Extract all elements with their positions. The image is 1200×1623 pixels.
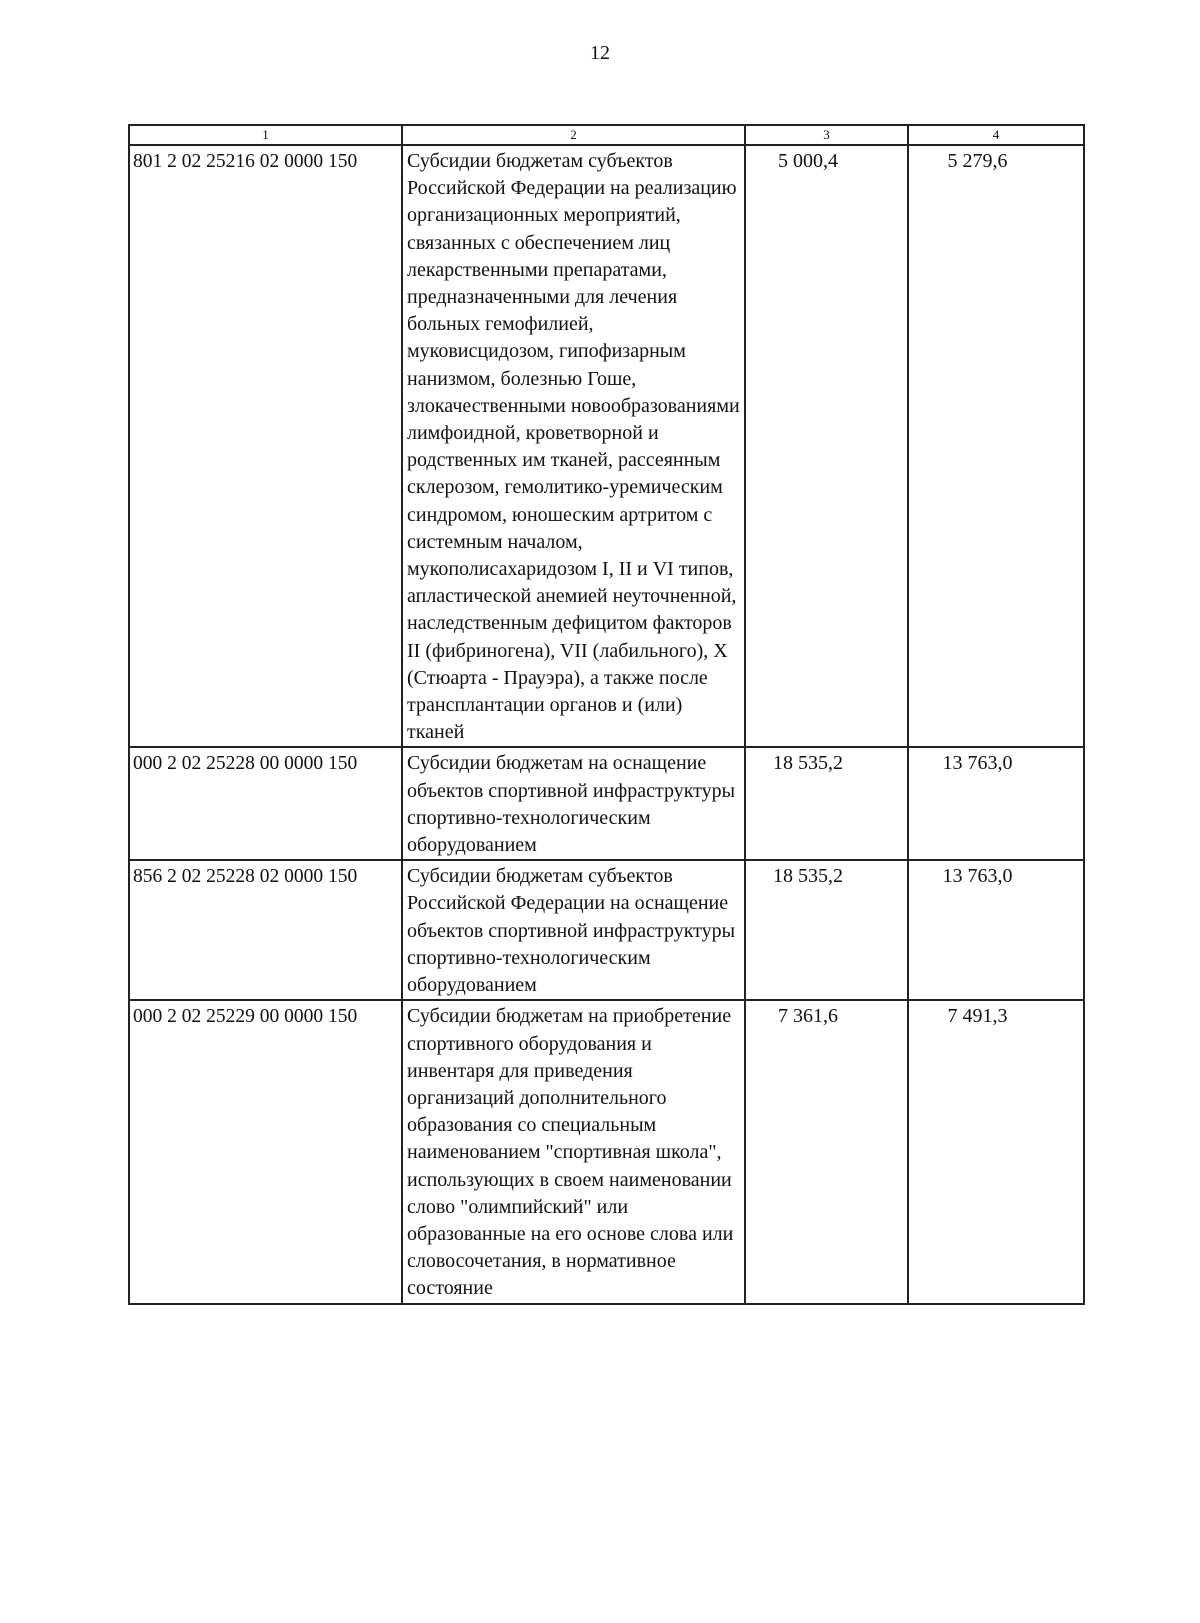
column-header: 4 — [908, 125, 1084, 145]
table-row — [129, 145, 1084, 747]
description-cell: Субсидии бюджетам на оснащение объектов спортивной инфраструктуры спортивно-технологическим оборудованием — [402, 747, 745, 860]
value-col4-cell: 7 491,3 — [908, 1000, 1084, 1303]
table-row — [129, 1000, 1084, 1303]
description-cell: Субсидии бюджетам субъектов Российской Федерации на реализацию организационных мероприятий, связанных с обеспечением лиц лекарственными препаратами, предназначенными для лечения больных гемофилией, муковисцидозом, гипофизарным нанизмом, болезнью Гоше, злокачественными новообразованиями лимфоидной, кроветворной и родственных им тканей, рассеянным склерозом, гемолитико-уремическим синдромом, юношеским артритом с системным началом, мукополисахаридозом I, II и VI типов, апластической анемией неуточненной, наследственным дефицитом факторов II (фибриногена), VII (лабильного), X (Стюарта - Прауэра), а также после трансплантации органов и (или) тканей — [402, 145, 745, 747]
value-col3-cell: 7 361,6 — [745, 1000, 908, 1303]
description-cell: Субсидии бюджетам на приобретение спортивного оборудования и инвентаря для приведения организаций дополнительного образования со специальным наименованием "спортивная школа", использующих в своем наименовании слово "олимпийский" или образованные на его основе слова или словосочетания, в нормативное состояние — [402, 1000, 745, 1303]
budget-code-cell: 801 2 02 25216 02 0000 150 — [129, 145, 402, 747]
description-cell: Субсидии бюджетам субъектов Российской Федерации на оснащение объектов спортивной инфраструктуры спортивно-технологическим оборудованием — [402, 860, 745, 1000]
table-header-row — [129, 125, 1084, 145]
budget-code-cell: 000 2 02 25229 00 0000 150 — [129, 1000, 402, 1303]
column-header: 2 — [402, 125, 745, 145]
value-col3-cell: 5 000,4 — [745, 145, 908, 747]
table-row — [129, 860, 1084, 1000]
table-row — [129, 747, 1084, 860]
column-header: 3 — [745, 125, 908, 145]
page-number: 12 — [590, 42, 610, 64]
value-col4-cell: 13 763,0 — [908, 747, 1084, 860]
value-col4-cell: 13 763,0 — [908, 860, 1084, 1000]
budget-code-cell: 000 2 02 25228 00 0000 150 — [129, 747, 402, 860]
value-col4-cell: 5 279,6 — [908, 145, 1084, 747]
budget-code-cell: 856 2 02 25228 02 0000 150 — [129, 860, 402, 1000]
value-col3-cell: 18 535,2 — [745, 747, 908, 860]
budget-table — [128, 124, 1085, 1305]
value-col3-cell: 18 535,2 — [745, 860, 908, 1000]
column-header: 1 — [129, 125, 402, 145]
